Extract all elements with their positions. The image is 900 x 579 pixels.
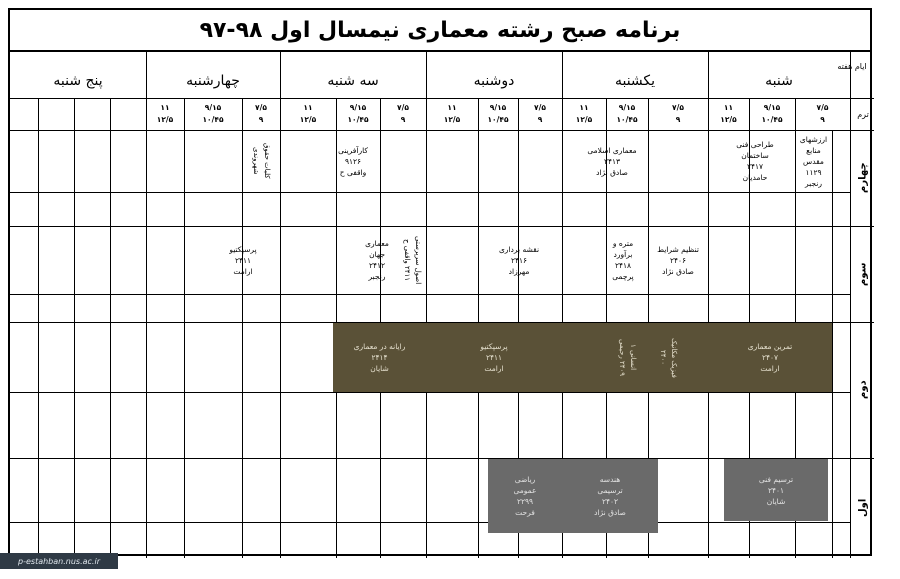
grid-line — [10, 392, 850, 393]
term-2-label: دوم — [857, 380, 869, 400]
course-cell: طراحی فنی ساختمان ۲۴۱۷ حامدیان — [736, 140, 774, 182]
term-4-label: چهارم — [857, 162, 869, 194]
course-cell: کلیات حقوق شهروندی — [252, 143, 271, 179]
term-3-label: سوم — [857, 262, 869, 286]
grid-line — [832, 130, 833, 558]
course-cell: معماری اسلامی ۲۴۱۳ صادق نژاد — [587, 145, 637, 177]
course-cell: پرسپکتیو ۲۴۱۱ ارامت — [229, 244, 257, 276]
course-cell: ارزشهای منابع مقدس ۱۱۲۹ رنجبر — [799, 134, 828, 188]
schedule-sheet — [8, 8, 872, 556]
course-cell: انسانی ۱ ۲۴۰۹ رحیمی — [618, 339, 637, 376]
course-cell: تمرین معماری ۲۴۰۷ ارامت — [708, 323, 832, 392]
grid-line — [74, 98, 75, 558]
term-1-label: اول — [857, 498, 869, 518]
days-label: ایام هفته — [837, 62, 867, 71]
time-slot: ۷/۵ ۹ — [255, 103, 267, 124]
term-label: ترم — [857, 110, 869, 119]
time-slot: ۹/۱۵ ۱۰/۴۵ — [202, 103, 224, 124]
course-cell: رایانه در معماری ۲۴۱۴ شایان — [333, 323, 426, 392]
day-sunday: یکشنبه — [614, 73, 656, 89]
time-slot: ۱۱ ۱۲/۵ — [299, 103, 317, 124]
course-cell: ترسیم فنی ۲۴۰۱ شایان — [724, 459, 828, 521]
grid-line — [110, 98, 111, 558]
course-cell: ریاضی عمومی ۲۲۹۹ فرحت — [488, 459, 562, 533]
time-slot: ۷/۵ ۹ — [534, 103, 546, 124]
day-tuesday: سه شنبه — [327, 73, 379, 89]
day-saturday: شنبه — [765, 73, 793, 89]
grid-line — [38, 98, 39, 558]
time-slot: ۱۱ ۱۲/۵ — [575, 103, 593, 124]
time-slot: ۹/۱۵ ۱۰/۴۵ — [487, 103, 509, 124]
grid-line — [184, 98, 185, 558]
course-cell: متره و برآورد ۲۴۱۸ پرچمی — [612, 239, 634, 281]
course-cell: پرسپکتیو ۲۴۱۱ ارامت — [426, 323, 562, 392]
course-cell: هندسه ترسیمی ۲۴۰۲ صادق نژاد — [562, 459, 658, 533]
page-title: برنامه صبح رشته معماری نیمسال اول ۹۸-۹۷ — [10, 10, 870, 52]
grid-line — [10, 192, 850, 193]
grid-line — [10, 294, 850, 295]
day-wednesday: چهارشنبه — [186, 73, 240, 89]
time-slot: ۷/۵ ۹ — [672, 103, 684, 124]
day-monday: دوشنبه — [473, 73, 515, 89]
course-cell: نقشه برداری ۲۴۱۶ مهرزاد — [498, 244, 540, 276]
time-slot: ۷/۵ ۹ — [816, 103, 829, 124]
course-cell: فیزیک مکانیک ۲۴۰۰ — [659, 337, 678, 378]
time-slot: ۹/۱۵ ۱۰/۴۵ — [761, 103, 783, 124]
course-cell: معماری جهان ۲۴۱۲ رنجبر — [365, 239, 389, 281]
time-slot: ۱۱ ۱۲/۵ — [156, 103, 174, 124]
grid-line — [10, 226, 874, 227]
time-slot: ۷/۵ ۹ — [397, 103, 409, 124]
time-slot: ۱۱ ۱۲/۵ — [443, 103, 461, 124]
course-cell: کارآفرینی ۹۱۲۶ واقفی ح — [338, 145, 368, 177]
site-url-footer: p-estahban.nus.ac.ir — [0, 553, 118, 569]
grid-line — [10, 522, 850, 523]
course-cell: تنظیم شرایط ۲۴۰۶ صادق نژاد — [657, 244, 699, 276]
time-slot: ۹/۱۵ ۱۰/۴۵ — [347, 103, 369, 124]
day-thursday: پنج شنبه — [53, 73, 103, 89]
course-cell: اصول سرپرستی ۲۴۱۱ واقفی ح — [403, 235, 422, 285]
time-slot: ۹/۱۵ ۱۰/۴۵ — [616, 103, 638, 124]
time-slot: ۱۱ ۱۲/۵ — [720, 103, 737, 124]
grid-line — [850, 52, 851, 558]
